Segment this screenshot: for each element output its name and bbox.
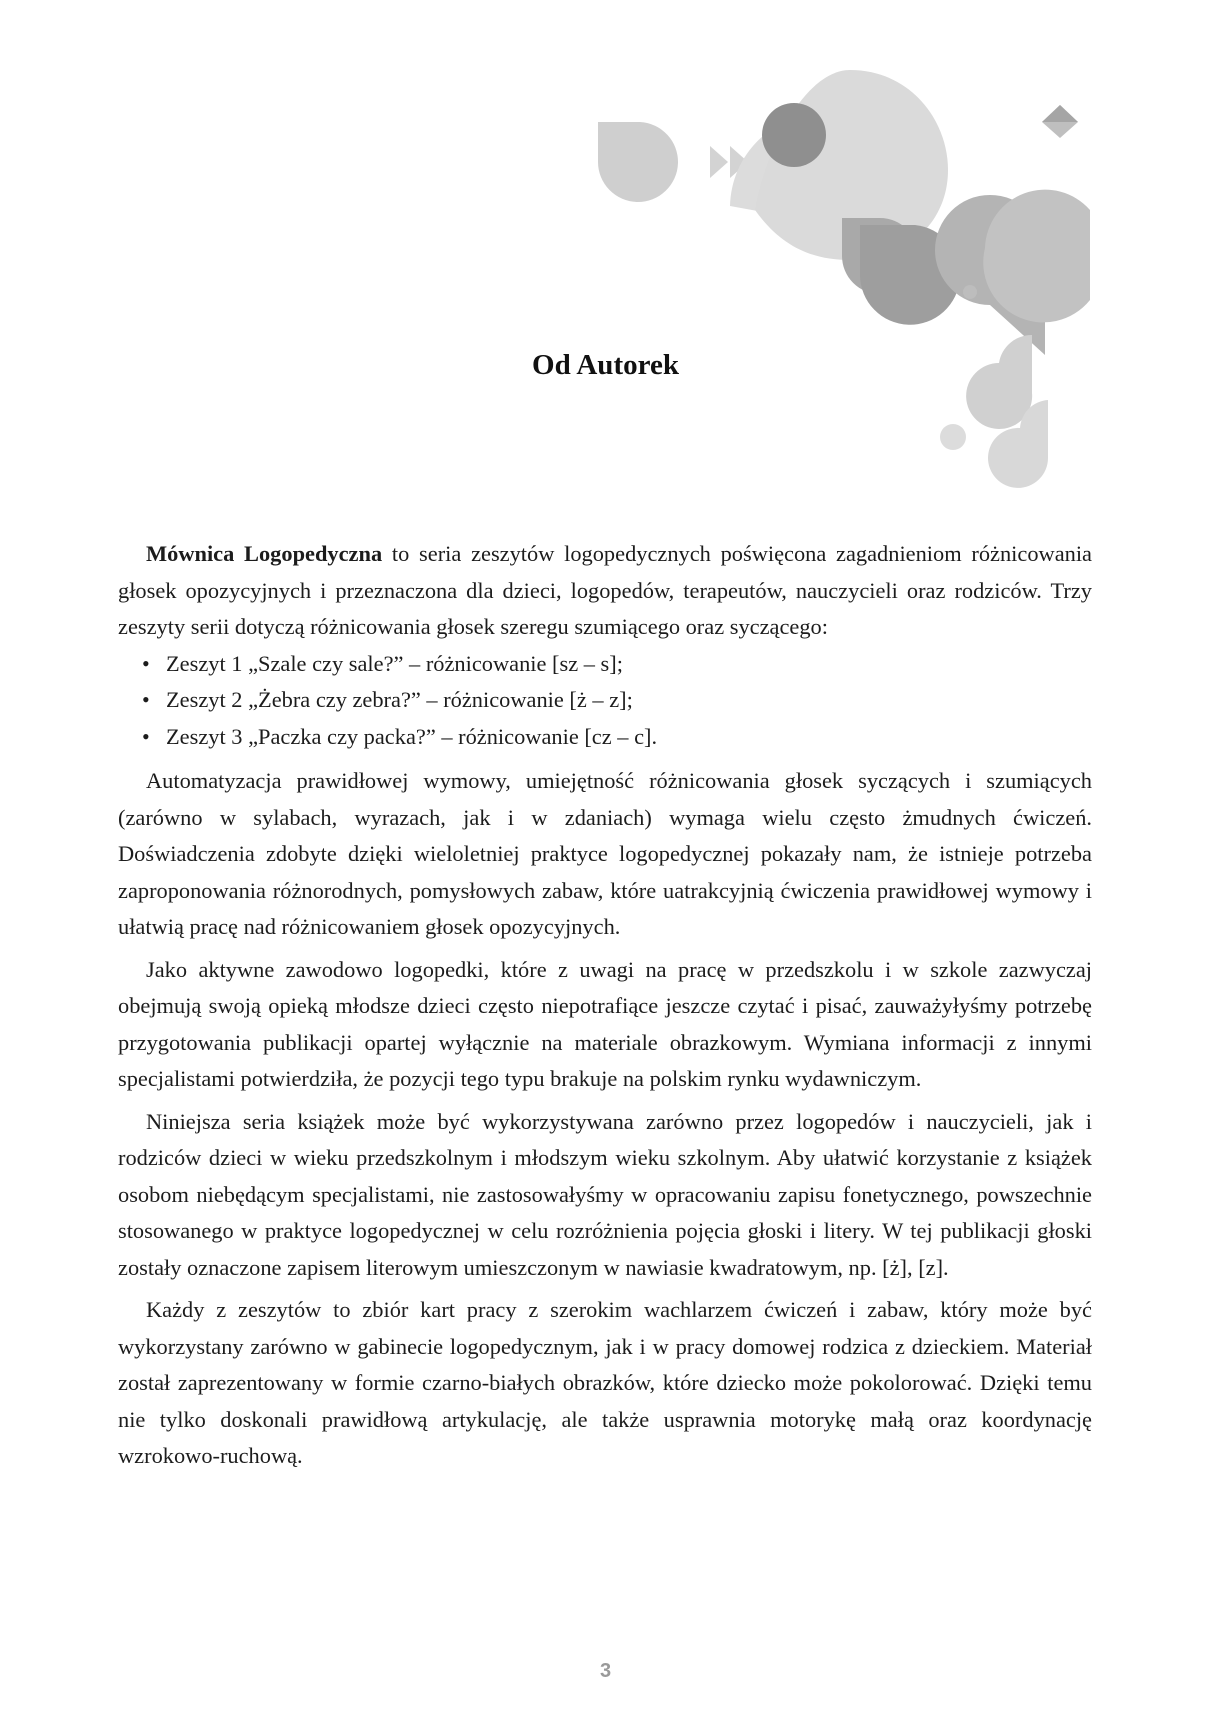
dot-small bbox=[963, 285, 977, 299]
bullet-icon: • bbox=[142, 650, 150, 676]
paragraph: Jako aktywne zawodowo logopedki, które z uwagi na pracę w przedszkolu i w szkole zazwyczaj obejmują swoją opieką młodsze dzieci często niepotrafiące jeszcze czytać i pisać, zauważyłyśmy potrzebę przygotowania publikacji opartej wyłącznie na materiale obrazkowym. Wymiana informacji z innymi specjalistami potwierdziła, że pozycji tego typu brakuje na polskim rynku wydawniczym. bbox=[118, 956, 1092, 1091]
list-item: • Zeszyt 2 „Żebra czy zebra?” – różnicowanie [ż – z]; bbox=[166, 682, 1092, 719]
body-text bbox=[118, 536, 1092, 1481]
arrow-right-icon bbox=[710, 146, 728, 178]
diamond-top-icon bbox=[1042, 105, 1078, 122]
page-title: Od Autorek bbox=[532, 349, 679, 381]
list-item: • Zeszyt 3 „Paczka czy packa?” – różnicowanie [cz – c]. bbox=[166, 719, 1092, 756]
leaf-shape-small bbox=[598, 122, 678, 202]
volume-list bbox=[118, 646, 1092, 756]
decorative-speech-bubbles-graphic bbox=[580, 60, 1100, 510]
list-item: • Zeszyt 1 „Szale czy sale?” – różnicowanie [sz – s]; bbox=[166, 646, 1092, 683]
circle-light-small bbox=[940, 424, 966, 450]
intro-text: to seria zeszytów logopedycznych poświęcona zagadnieniom różnicowania głosek opozycyjnych i przeznaczona dla dzieci, logopedów, terapeutów, nauczycieli oraz rodziców. Trzy zeszyty serii dotyczą różnicowania głosek szeregu szumiącego oraz syczącego: bbox=[118, 541, 1092, 639]
intro-paragraph bbox=[118, 536, 1092, 646]
bullet-icon: • bbox=[142, 687, 150, 712]
circle-dark bbox=[762, 103, 826, 167]
paragraph: Automatyzacja prawidłowej wymowy, umiejętność różnicowania głosek syczących i szumiących (zarówno w sylabach, wyrazach, jak i w zdaniach) wymaga wielu często żmudnych ćwiczeń. Doświadczenia zdobyte dzięki wieloletniej praktyce logopedycznej pokazały nam, że istnieje potrzeba zaproponowania różnorodnych, pomysłowych zabaw, które uatrakcyjnią ćwiczenia prawidłowej wymowy i ułatwią pracę nad różnicowaniem głosek opozycyjnych. bbox=[118, 768, 1092, 939]
series-name: Mównica Logopedyczna bbox=[146, 541, 383, 566]
paragraph: Niniejsza seria książek może być wykorzystywana zarówno przez logopedów i nauczycieli, jak i rodziców dzieci w wieku przedszkolnym i młodszym wieku szkolnym. Aby ułatwić korzystanie z książek osobom niebędącym specjalistami, nie zastosowałyśmy w opracowaniu zapisu fonetycznego, powszechnie stosowanego w praktyce logopedycznej w celu rozróżnienia pojęcia głoski i litery. W tej publikacji głoski zostały oznaczone zapisem literowym umieszczonym w nawiasie kwadratowym, np. [ż], [z]. bbox=[118, 1108, 1092, 1280]
bullet-icon: • bbox=[142, 723, 150, 749]
page-number: 3 bbox=[599, 1660, 612, 1682]
paragraph: Każdy z zeszytów to zbiór kart pracy z szerokim wachlarzem ćwiczeń i zabaw, który może być wykorzystany zarówno w gabinecie logopedycznym, jak i w pracy domowej rodzica z dzieckiem. Materiał został zaprezentowany w formie czarno-białych obrazków, które dziecko może pokolorować. Dzięki temu nie tylko doskonali prawidłową artykulację, ale także usprawnia motorykę małą oraz koordynację wzrokowo-ruchową. bbox=[118, 1297, 1092, 1468]
